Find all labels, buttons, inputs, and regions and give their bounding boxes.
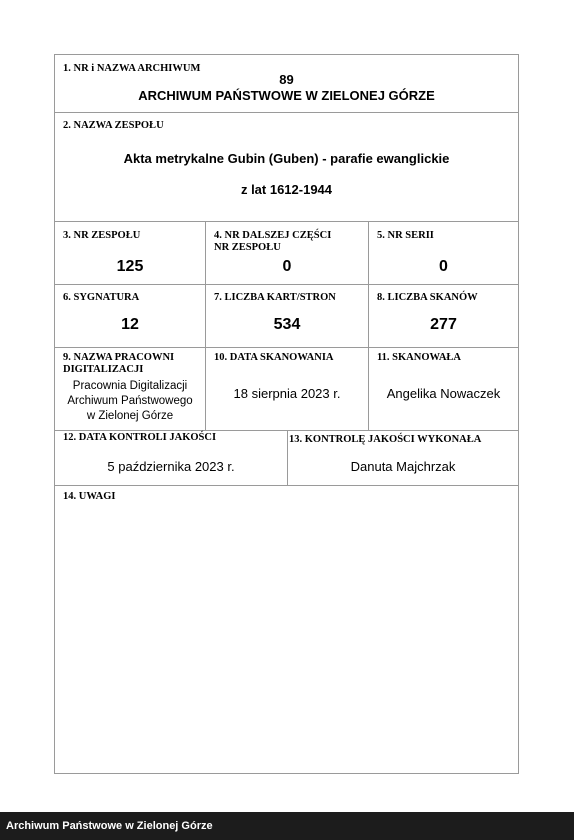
fonds-name-line2: z lat 1612-1944 bbox=[240, 182, 333, 197]
series-value: 0 bbox=[439, 258, 448, 275]
row-divider bbox=[55, 112, 518, 113]
fonds-number-label: 3. NR ZESPOŁU bbox=[63, 230, 141, 241]
lab-name-label: 9. NAZWA PRACOWNI DIGITALIZACJI bbox=[63, 352, 175, 375]
archive-name: ARCHIWUM PAŃSTWOWE W ZIELONEJ GÓRZE bbox=[138, 88, 435, 103]
scan-count-value: 277 bbox=[430, 316, 457, 333]
footer-text: Archiwum Państwowe w Zielonej Górze bbox=[6, 820, 213, 832]
series-label: 5. NR SERII bbox=[377, 230, 434, 241]
sub-part-value: 0 bbox=[282, 258, 292, 275]
scanned-by-label: 11. SKANOWAŁA bbox=[377, 352, 462, 363]
scan-date-value: 18 sierpnia 2023 r. bbox=[233, 386, 341, 401]
fonds-number-value: 125 bbox=[116, 258, 144, 275]
qc-date-label: 12. DATA KONTROLI JAKOŚCI bbox=[63, 432, 217, 443]
fonds-name-label: 2. NAZWA ZESPOŁU bbox=[63, 120, 164, 131]
scan-count-label: 8. LICZBA SKANÓW bbox=[377, 292, 478, 303]
fonds-name-line1: Akta metrykalne Gubin (Guben) - parafie ewanglickie bbox=[123, 151, 450, 166]
column-divider bbox=[287, 430, 288, 485]
remarks-label: 14. UWAGI bbox=[63, 491, 116, 502]
signature-label: 6. SYGNATURA bbox=[63, 292, 140, 303]
row-divider bbox=[55, 221, 518, 222]
sub-part-label: 4. NR DALSZEJ CZĘŚCI NR ZESPOŁU bbox=[214, 230, 332, 253]
row-divider bbox=[55, 347, 518, 348]
metadata-form bbox=[54, 54, 519, 774]
qc-by-value: Danuta Majchrzak bbox=[350, 459, 456, 474]
lab-name-value: Pracownia Digitalizacji Archiwum Państwowego w Zielonej Górze bbox=[67, 380, 193, 422]
row-divider bbox=[55, 485, 518, 486]
page-count-label: 7. LICZBA KART/STRON bbox=[214, 292, 336, 303]
footer-bar bbox=[0, 812, 574, 840]
scanned-by-value: Angelika Nowaczek bbox=[386, 386, 501, 401]
archive-label: 1. NR i NAZWA ARCHIWUM bbox=[63, 63, 201, 74]
qc-date-value: 5 października 2023 r. bbox=[107, 459, 235, 474]
qc-by-label: 13. KONTROLĘ JAKOŚCI WYKONAŁA bbox=[289, 434, 482, 445]
page-count-value: 534 bbox=[273, 316, 301, 333]
signature-value: 12 bbox=[121, 316, 139, 333]
scan-date-label: 10. DATA SKANOWANIA bbox=[214, 352, 334, 363]
row-divider bbox=[55, 284, 518, 285]
archive-number: 89 bbox=[279, 72, 294, 87]
